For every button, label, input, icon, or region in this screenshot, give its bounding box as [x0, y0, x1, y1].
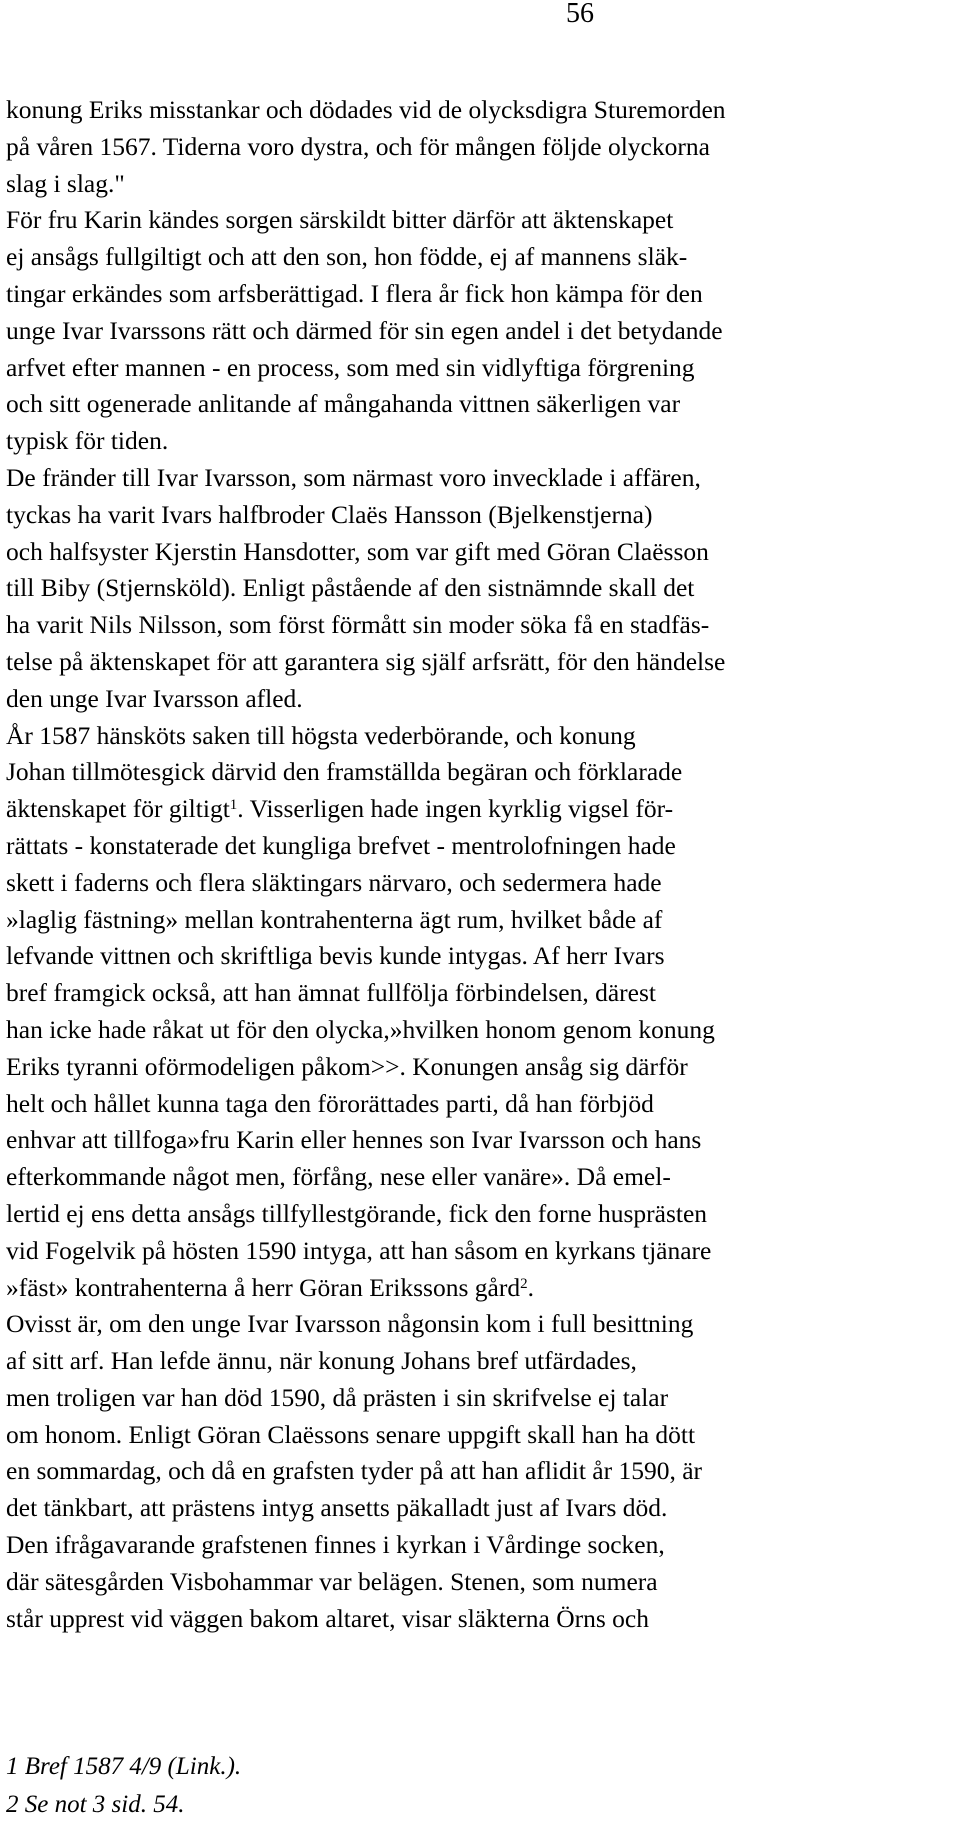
text-segment: äktenskapet för giltigt — [6, 794, 230, 824]
text-line: om honom. Enligt Göran Claëssons senare uppgift skall han ha dött — [6, 1419, 696, 1449]
text-line: helt och hållet kunna taga den förorättades parti, då han förbjöd — [6, 1088, 654, 1118]
text-line: Eriks tyranni oförmodeligen påkom>>. Konungen ansåg sig därför — [6, 1051, 688, 1081]
text-line: unge Ivar Ivarssons rätt och därmed för sin egen andel i det betydande — [6, 315, 723, 345]
text-line: efterkommande något men, förfång, nese eller vanäre». Då emel- — [6, 1162, 671, 1192]
text-line: och sitt ogenerade anlitande af mångahanda vittnen säkerligen var — [6, 389, 681, 419]
text-line: står upprest vid väggen bakom altaret, visar släkterna Örns och — [6, 1603, 649, 1633]
text-line: på våren 1567. Tiderna voro dystra, och för mången följde olyckorna — [6, 131, 710, 161]
text-segment: . Visserligen hade ingen kyrklig vigsel för- — [237, 794, 674, 824]
footnote-ref: 2 — [520, 1275, 528, 1292]
text-line: det tänkbart, att prästens intyg ansetts päkalladt just af Ivars död. — [6, 1493, 668, 1523]
text-line: där sätesgården Visbohammar var belägen. Stenen, som numera — [6, 1566, 658, 1596]
text-line: en sommardag, och då en grafsten tyder på att han aflidit år 1590, är — [6, 1456, 703, 1486]
text-line: skett i faderns och flera släktingars närvaro, och sedermera hade — [6, 867, 662, 897]
text-line-with-footnote — [6, 791, 956, 828]
text-line: arfvet efter mannen - en process, som med sin vidlyftiga förgrening — [6, 352, 695, 382]
text-line: rättats - konstaterade det kungliga brefvet - mentrolofningen hade — [6, 830, 676, 860]
text-line: lefvande vittnen och skriftliga bevis kunde intygas. Af herr Ivars — [6, 941, 665, 971]
text-line: Den ifrågavarande grafstenen finnes i kyrkan i Vårdinge socken, — [6, 1530, 665, 1560]
text-line: lertid ej ens detta ansågs tillfyllestgörande, fick den forne husprästen — [6, 1198, 708, 1228]
text-line: bref framgick också, att han ämnat fullfölja förbindelsen, därest — [6, 978, 657, 1008]
text-line: Ovisst är, om den unge Ivar Ivarsson någonsin kom i full besittning — [6, 1309, 694, 1339]
body-text — [6, 92, 956, 1637]
text-line: och halfsyster Kjerstin Hansdotter, som var gift med Göran Claësson — [6, 536, 709, 566]
text-line: vid Fogelvik på hösten 1590 intyga, att han såsom en kyrkans tjänare — [6, 1235, 712, 1265]
text-line: År 1587 hänsköts saken till högsta vederbörande, och konung — [6, 720, 636, 750]
text-line: tingar erkändes som arfsberättigad. I flera år fick hon kämpa för den — [6, 278, 703, 308]
footnote-2: 2 Se not 3 sid. 54. — [6, 1791, 185, 1818]
text-line: till Biby (Stjernsköld). Enligt påstående af den sistnämnde skall det — [6, 573, 695, 603]
text-segment: »fäst» kontrahenterna å herr Göran Erikssons gård — [6, 1272, 521, 1302]
text-line: den unge Ivar Ivarsson afled. — [6, 683, 303, 713]
text-line-with-footnote — [6, 1270, 956, 1307]
text-segment: . — [527, 1272, 534, 1302]
text-line: För fru Karin kändes sorgen särskildt bitter därför att äktenskapet — [6, 205, 674, 235]
text-line: af sitt arf. Han lefde ännu, när konung Johans bref utfärdades, — [6, 1346, 637, 1376]
text-line: men troligen var han död 1590, då prästen i sin skrifvelse ej talar — [6, 1382, 669, 1412]
text-line: ej ansågs fullgiltigt och att den son, hon födde, ej af mannens släk- — [6, 242, 688, 272]
text-line: tyckas ha varit Ivars halfbroder Claës Hansson (Bjelkenstjerna) — [6, 499, 653, 529]
text-line: »laglig fästning» mellan kontrahenterna ägt rum, hvilket både af — [6, 904, 663, 934]
text-line: ha varit Nils Nilsson, som först förmått sin moder söka få en stadfäs- — [6, 610, 710, 640]
text-line: De fränder till Ivar Ivarsson, som närmast voro invecklade i affären, — [6, 462, 701, 492]
text-line: han icke hade råkat ut för den olycka,»hvilken honom genom konung — [6, 1014, 715, 1044]
footnote-1: 1 Bref 1587 4/9 (Link.). — [6, 1753, 242, 1780]
text-line: typisk för tiden. — [6, 426, 169, 456]
text-line: konung Eriks misstankar och dödades vid de olycksdigra Sturemorden — [6, 95, 726, 124]
text-line: telse på äktenskapet för att garantera sig själf arfsrätt, för den händelse — [6, 646, 726, 676]
text-line: Johan tillmötesgick därvid den framställda begäran och förklarade — [6, 757, 683, 787]
text-line: slag i slag." — [6, 168, 125, 198]
page-number: 56 — [566, 0, 594, 29]
text-line: enhvar att tillfoga»fru Karin eller hennes son Ivar Ivarsson och hans — [6, 1125, 702, 1155]
footnote-ref: 1 — [229, 797, 238, 814]
footnotes — [6, 1748, 241, 1824]
